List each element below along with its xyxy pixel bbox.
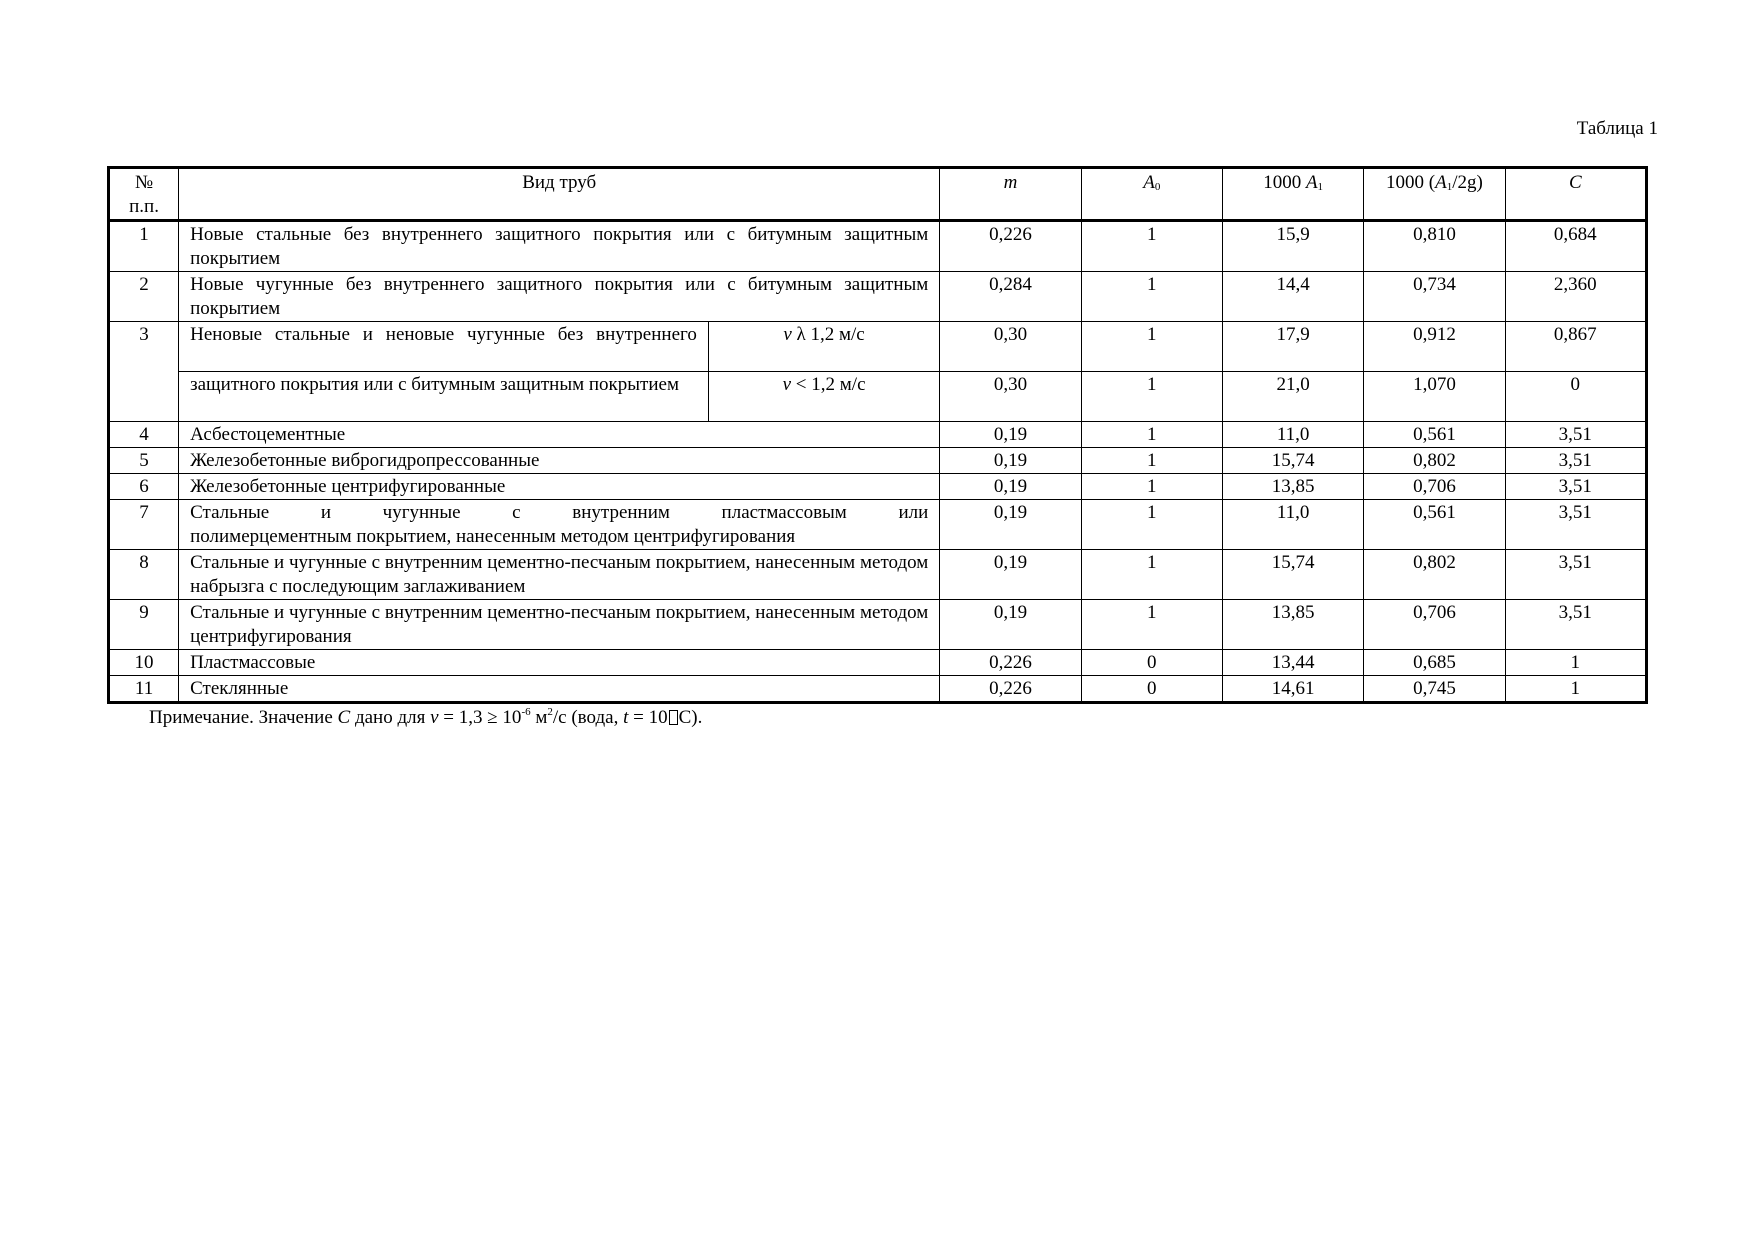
row-type: Железобетонные центрифугированные: [179, 474, 940, 500]
row-c: 1: [1505, 676, 1646, 703]
row-a0: 0: [1081, 650, 1222, 676]
row-c: 3,51: [1505, 448, 1646, 474]
row-type: Стальные и чугунные с внутренним цементно-песчаным покрытием, нанесенным методом центрифугирования: [179, 600, 940, 650]
row-m: 0,30: [940, 372, 1081, 422]
row-type: Новые чугунные без внутреннего защитного покрытия или с битумным защитным покрытием: [179, 272, 940, 322]
row-a1g: 0,802: [1364, 448, 1505, 474]
row-a1g: 0,734: [1364, 272, 1505, 322]
row-num: 3: [109, 322, 179, 422]
table-row: [109, 422, 1647, 448]
velocity-symbol: v: [783, 324, 792, 345]
row-a0: 1: [1081, 322, 1222, 372]
row-a1g: 0,745: [1364, 676, 1505, 703]
table-row: [109, 474, 1647, 500]
row-num: 1: [109, 221, 179, 272]
row-type: Железобетонные виброгидропрессованные: [179, 448, 940, 474]
note-exponent: -6: [521, 706, 531, 718]
header-num: [109, 168, 179, 221]
header-row: [109, 168, 1647, 221]
note-part3: = 1,3 ≥ 10: [438, 707, 522, 728]
row-type-line1: Стальные и чугунные с внутренним пластмассовым или: [190, 502, 929, 523]
table-row: [109, 650, 1647, 676]
table-row: [109, 676, 1647, 703]
row-m: 0,19: [940, 500, 1081, 550]
row-a0: 1: [1081, 550, 1222, 600]
row-a1g: 0,706: [1364, 474, 1505, 500]
row-type-line2: полимерцементным покрытием, нанесенным методом центрифугирования: [190, 526, 796, 547]
row-num: 11: [109, 676, 179, 703]
row-type-bottom: защитного покрытия или с битумным защитным покрытием: [179, 372, 709, 422]
note-part2: дано для: [350, 707, 431, 728]
row-a1g: 0,561: [1364, 500, 1505, 550]
row-num: 5: [109, 448, 179, 474]
table-row: [109, 221, 1647, 272]
header-type: Вид труб: [179, 168, 940, 221]
header-a1g-suffix: /2g): [1452, 172, 1483, 193]
row-m: 0,19: [940, 474, 1081, 500]
row-num: 9: [109, 600, 179, 650]
row-a1g: 0,802: [1364, 550, 1505, 600]
row-a1g: 0,706: [1364, 600, 1505, 650]
row-a1: 11,0: [1222, 422, 1363, 448]
row-c: 0: [1505, 372, 1646, 422]
header-a1-prefix: 1000: [1263, 172, 1306, 193]
row-num: 4: [109, 422, 179, 448]
row-a0: 1: [1081, 600, 1222, 650]
header-a0-sub: 0: [1154, 181, 1161, 193]
row-type: Асбестоцементные: [179, 422, 940, 448]
header-a1-symbol: A: [1305, 172, 1318, 193]
row-c: 2,360: [1505, 272, 1646, 322]
row-a1: 15,74: [1222, 550, 1363, 600]
header-a1g-prefix: 1000 (: [1386, 172, 1436, 193]
table-row: [109, 372, 1647, 422]
header-a1g-symbol: A: [1435, 172, 1447, 193]
row-num: 6: [109, 474, 179, 500]
row-a1: 14,61: [1222, 676, 1363, 703]
velocity-symbol: v: [782, 374, 792, 395]
table-row: [109, 448, 1647, 474]
row-a0: 1: [1081, 448, 1222, 474]
header-num-line1: №: [134, 172, 154, 193]
row-condition-1: [708, 322, 939, 372]
row-a1g: 0,810: [1364, 221, 1505, 272]
header-m: [940, 168, 1081, 221]
row-m: 0,226: [940, 676, 1081, 703]
row-c: 0,867: [1505, 322, 1646, 372]
row-num: 7: [109, 500, 179, 550]
row-a1: 15,9: [1222, 221, 1363, 272]
row-c: 1: [1505, 650, 1646, 676]
row-a0: 1: [1081, 272, 1222, 322]
row-a1: 14,4: [1222, 272, 1363, 322]
row-m: 0,19: [940, 422, 1081, 448]
note-part5: /с (вода,: [552, 707, 624, 728]
note-v-symbol: v: [430, 707, 439, 728]
row-a1g: 1,070: [1364, 372, 1505, 422]
row-a0: 1: [1081, 221, 1222, 272]
row-m: 0,226: [940, 221, 1081, 272]
header-c-symbol: C: [1568, 172, 1582, 193]
row-a1: 17,9: [1222, 322, 1363, 372]
row-a1: 21,0: [1222, 372, 1363, 422]
header-a0-symbol: A: [1143, 172, 1155, 193]
row-a1g: 0,912: [1364, 322, 1505, 372]
note-part7: С).: [678, 707, 703, 728]
note-part6: = 10: [628, 707, 668, 728]
row-c: 3,51: [1505, 500, 1646, 550]
row-type: Новые стальные без внутреннего защитного покрытия или с битумным защитным покрытием: [179, 221, 940, 272]
row-a0: 0: [1081, 676, 1222, 703]
row-a0: 1: [1081, 372, 1222, 422]
row-m: 0,284: [940, 272, 1081, 322]
row-a1: 11,0: [1222, 500, 1363, 550]
row-a1: 13,85: [1222, 474, 1363, 500]
pipe-coefficients-table: [107, 166, 1648, 704]
header-m-symbol: m: [1003, 172, 1018, 193]
row-a1g: 0,561: [1364, 422, 1505, 448]
table-row: [109, 550, 1647, 600]
row-m: 0,19: [940, 600, 1081, 650]
row-type: Пластмассовые: [179, 650, 940, 676]
header-a0: [1081, 168, 1222, 221]
row-c: 0,684: [1505, 221, 1646, 272]
table-row: [109, 272, 1647, 322]
table-caption: Таблица 1: [1576, 118, 1658, 139]
row-a1: 13,44: [1222, 650, 1363, 676]
row-type: [179, 500, 940, 550]
row-type: Стальные и чугунные с внутренним цементно-песчаным покрытием, нанесенным методом набрызга с последующим заглаживанием: [179, 550, 940, 600]
header-a1: [1222, 168, 1363, 221]
row-a1: 13,85: [1222, 600, 1363, 650]
row-m: 0,19: [940, 550, 1081, 600]
note-square: 2: [547, 706, 553, 718]
row-a0: 1: [1081, 500, 1222, 550]
row-a0: 1: [1081, 422, 1222, 448]
row-m: 0,30: [940, 322, 1081, 372]
header-a1g-sub: 1: [1446, 181, 1453, 193]
note-c-symbol: C: [337, 707, 351, 728]
row-c: 3,51: [1505, 474, 1646, 500]
table-row: [109, 600, 1647, 650]
row-c: 3,51: [1505, 600, 1646, 650]
row-type: Стеклянные: [179, 676, 940, 703]
condition-1-text: λ 1,2 м/с: [791, 324, 865, 345]
row-a0: 1: [1081, 474, 1222, 500]
header-num-line2: п.п.: [129, 196, 159, 217]
row-type-top: Неновые стальные и неновые чугунные без внутреннего: [179, 322, 709, 372]
row-c: 3,51: [1505, 422, 1646, 448]
header-a1g: [1364, 168, 1505, 221]
missing-glyph-icon: [669, 710, 678, 725]
row-num: 8: [109, 550, 179, 600]
note-t-symbol: t: [623, 707, 629, 728]
row-a1g: 0,685: [1364, 650, 1505, 676]
row-num: 2: [109, 272, 179, 322]
row-condition-2: [708, 372, 939, 422]
row-m: 0,226: [940, 650, 1081, 676]
header-c: [1505, 168, 1646, 221]
condition-2-text: < 1,2 м/с: [791, 374, 866, 395]
row-c: 3,51: [1505, 550, 1646, 600]
row-m: 0,19: [940, 448, 1081, 474]
note-part4: м: [530, 707, 548, 728]
row-a1: 15,74: [1222, 448, 1363, 474]
row-num: 10: [109, 650, 179, 676]
note-part1: Примечание. Значение: [149, 707, 338, 728]
table-row: [109, 500, 1647, 550]
table-note: [149, 706, 702, 729]
table-row: [109, 322, 1647, 372]
header-a1-sub: 1: [1317, 181, 1324, 193]
